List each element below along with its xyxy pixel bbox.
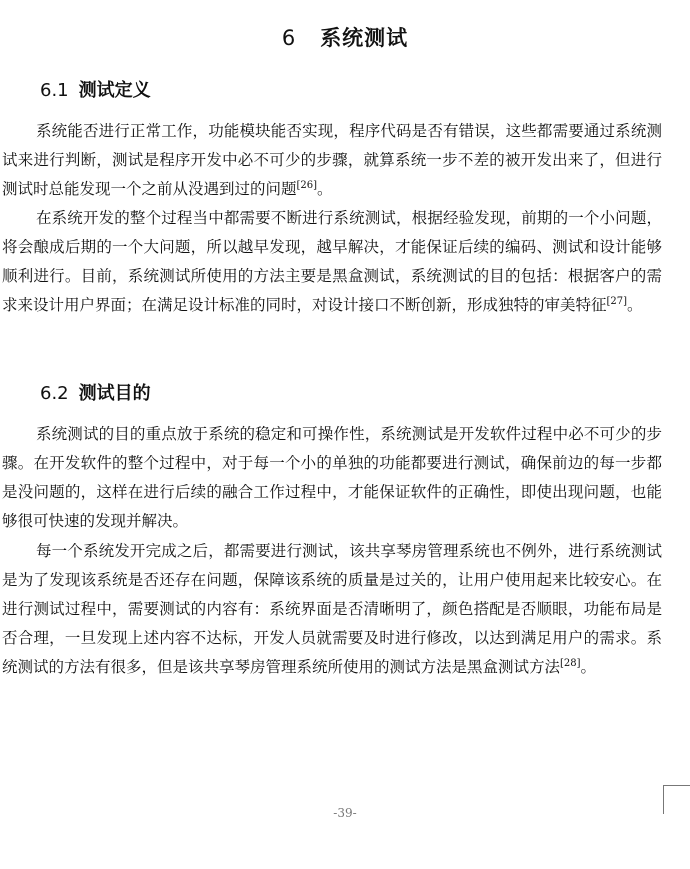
paragraph bbox=[2, 117, 662, 204]
section-heading-6-1 bbox=[40, 76, 151, 102]
citation-ref: [26] bbox=[296, 179, 318, 191]
paragraph bbox=[2, 537, 662, 682]
paragraph-text: 系统测试的目的重点放于系统的稳定和可操作性，系统测试是开发软件过程中必不可少的步骤。在开发软件的整个过程中，对于每一个小的单独的功能都要进行测试，确保前边的每一步都是没问题的，这样在进行后续的融合工作过程中，才能保证软件的正确性，即使出现问题，也能够很可快速的发现并解决。 bbox=[2, 425, 662, 530]
citation-ref: [28] bbox=[560, 657, 581, 669]
chapter-title bbox=[0, 22, 690, 52]
section-number: 6.1 bbox=[40, 80, 69, 101]
paragraph-end: 。 bbox=[580, 658, 597, 676]
citation-ref: [27] bbox=[606, 295, 628, 307]
section-title-text: 测试目的 bbox=[78, 383, 151, 404]
section-title-text: 测试定义 bbox=[78, 80, 151, 101]
section-heading-6-2 bbox=[40, 379, 151, 405]
paragraph bbox=[2, 420, 662, 536]
paragraph-end: 。 bbox=[627, 296, 643, 314]
section-number: 6.2 bbox=[40, 383, 69, 404]
chapter-title-text: 系统测试 bbox=[320, 26, 409, 50]
chapter-number: 6 bbox=[281, 26, 297, 50]
paragraph-text: 每一个系统发开完成之后，都需要进行测试，该共享琴房管理系统也不例外，进行系统测试是为了发现该系统是否还存在问题，保障该系统的质量是过关的，让用户使用起来比较安心。在进行测试过程中，需要测试的内容有：系统界面是否清晰明了，颜色搭配是否顺眼，功能布局是否合理，一旦发现上述内容不达标，开发人员就需要及时进行修改，以达到满足用户的需求。系统测试的方法有很多，但是该共享琴房管理系统所使用的测试方法是黑盒测试方法 bbox=[2, 542, 662, 676]
paragraph-text: 在系统开发的整个过程当中都需要不断进行系统测试，根据经验发现，前期的一个小问题，将会酿成后期的一个大问题，所以越早发现，越早解决，才能保证后续的编码、测试和设计能够顺利进行。目前，系统测试所使用的方法主要是黑盒测试，系统测试的目的包括：根据客户的需求来设计用户界面；在满足设计标准的同时，对设计接口不断创新，形成独特的审美特征 bbox=[2, 209, 662, 314]
paragraph-text: 系统能否进行正常工作，功能模块能否实现，程序代码是否有错误，这些都需要通过系统测试来进行判断，测试是程序开发中必不可少的步骤，就算系统一步不差的被开发出来了，但进行测试时总能发现一个之前从没遇到过的问题 bbox=[2, 122, 662, 198]
paragraph-end: 。 bbox=[317, 180, 333, 198]
paragraph bbox=[2, 204, 662, 320]
page-number: -39- bbox=[333, 806, 357, 820]
